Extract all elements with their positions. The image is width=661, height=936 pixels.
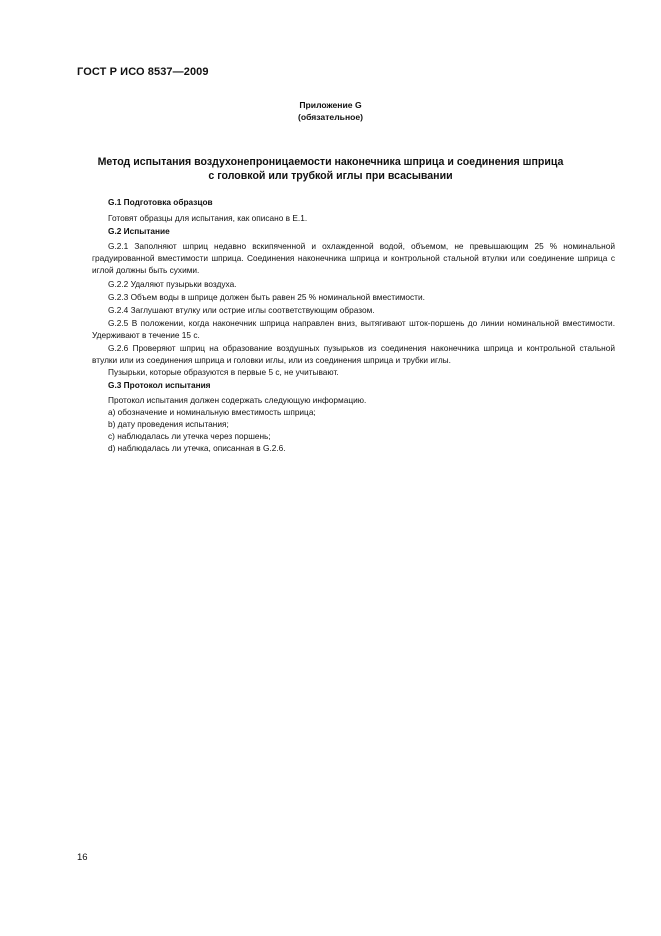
document-title xyxy=(60,155,601,183)
section-g2-heading: G.2 Испытание xyxy=(108,226,170,236)
paragraph-g2-6: G.2.6 Проверяют шприц на образование воздушных пузырьков из соединения наконечника шприца и контрольной стальной втулки или из соединения шприца и головки иглы, или из соединения шприца и трубки иглы. xyxy=(92,343,615,365)
paragraph-g2-4: G.2.4 Заглушают втулку или острие иглы соответствующим образом. xyxy=(108,305,375,315)
document-title-line2: с головкой или трубкой иглы при всасывании xyxy=(208,170,453,182)
page-number: 16 xyxy=(77,852,88,863)
section-g3-intro: Протокол испытания должен содержать следующую информацию. xyxy=(108,395,367,405)
paragraph-g2-5: G.2.5 В положении, когда наконечник шприца направлен вниз, вытягивают шток-поршень до линии номинальной вместимости. Удерживают в течение 15 с. xyxy=(92,318,615,340)
paragraph-g2-1: G.2.1 Заполняют шприц недавно вскипяченной и охлажденной водой, объемом, не превышающим 25 % номинальной градуированной вместимости шприца. Соединения наконечника шприца и контрольной стальной втулки или соединение шприца с иглой должны быть сухими. xyxy=(92,241,615,275)
list-item: a) обозначение и номинальную вместимость шприца; xyxy=(108,407,316,417)
list-item: d) наблюдалась ли утечка, описанная в G.2.6. xyxy=(108,443,286,453)
page-header: ГОСТ Р ИСО 8537—2009 xyxy=(77,66,209,78)
section-g1-heading: G.1 Подготовка образцов xyxy=(108,197,213,207)
paragraph-g2-2: G.2.2 Удаляют пузырьки воздуха. xyxy=(108,279,237,289)
annex-status: (обязательное) xyxy=(297,112,364,122)
annex-title: Приложение G xyxy=(299,100,362,110)
list-item: c) наблюдалась ли утечка через поршень; xyxy=(108,431,271,441)
document-title-line1: Метод испытания воздухонепроницаемости наконечника шприца и соединения шприца xyxy=(97,156,564,168)
paragraph-g2-7: Пузырьки, которые образуются в первые 5 с, не учитывают. xyxy=(108,367,339,377)
section-g1-text: Готовят образцы для испытания, как описано в Е.1. xyxy=(108,213,308,223)
paragraph-g2-3: G.2.3 Объем воды в шприце должен быть равен 25 % номинальной вместимости. xyxy=(108,292,425,302)
section-g3-heading: G.3 Протокол испытания xyxy=(108,380,211,390)
list-item: b) дату проведения испытания; xyxy=(108,419,229,429)
